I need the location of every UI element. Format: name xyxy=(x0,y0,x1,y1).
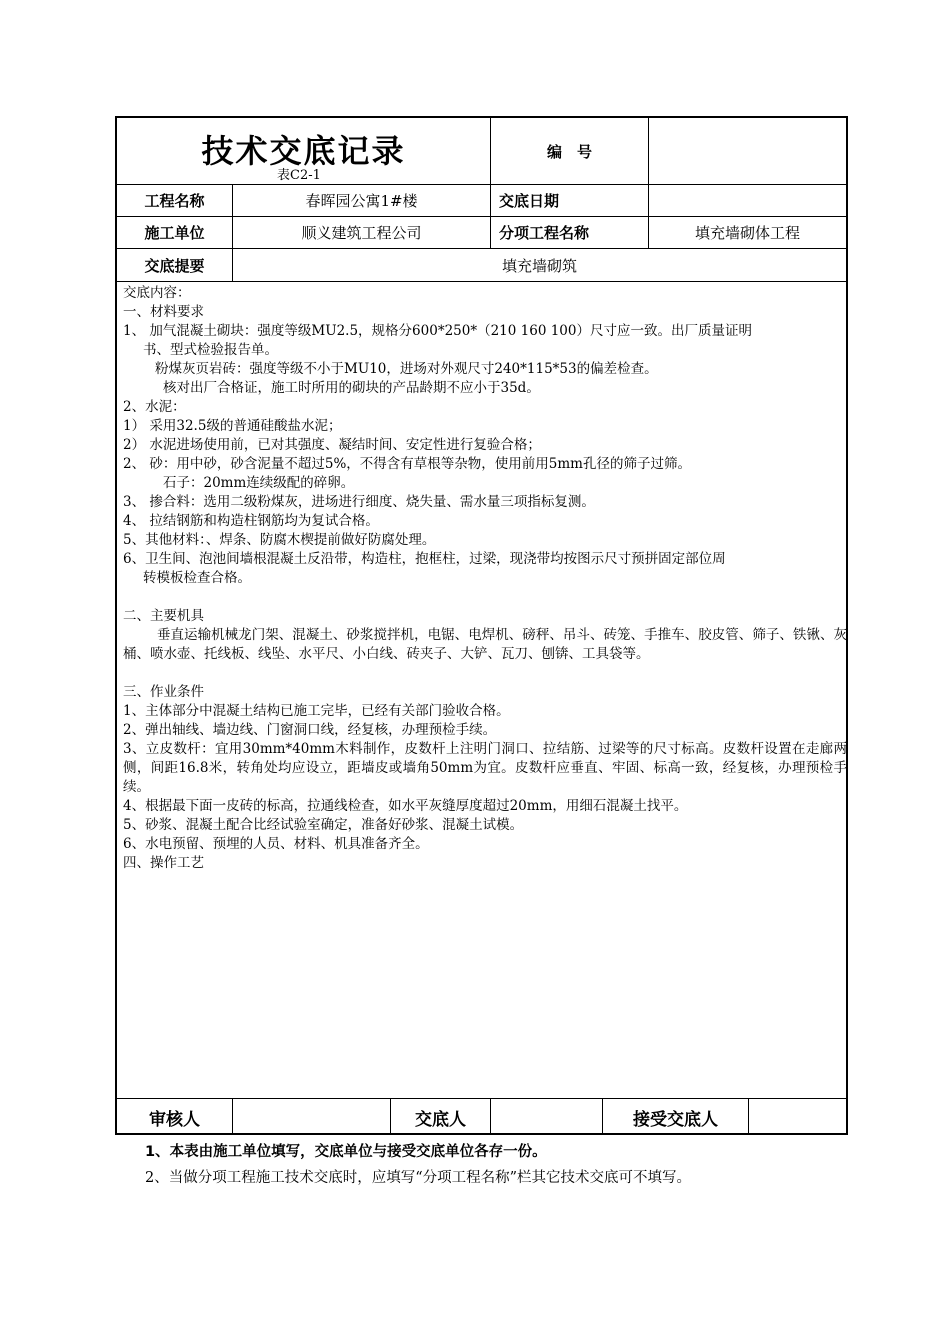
date-label: 交底日期 xyxy=(499,192,560,210)
number-label: 编 号 xyxy=(546,142,592,161)
content-line: 核对出厂合格证，施工时所用的砌块的产品龄期不应小于35d。 xyxy=(163,380,540,396)
content-line: 2、 砂：用中砂，砂含泥量不超过5%，不得含有草根等杂物，使用前用5mm孔径的筛子过筛。 xyxy=(123,456,691,472)
content-line: 粉煤灰页岩砖：强度等级不小于MU10，进场对外观尺寸240*115*53的偏差检查。 xyxy=(155,361,658,377)
content-line: 1、主体部分中混凝土结构已施工完毕，已经有关部门验收合格。 xyxy=(123,703,510,719)
section-title: 一、材料要求 xyxy=(123,304,204,320)
disclosure-content xyxy=(123,284,847,873)
note-2: 2、当做分项工程施工技术交底时，应填写“分项工程名称”栏其它技术交底可不填写。 xyxy=(145,1170,692,1186)
content-intro: 交底内容： xyxy=(123,285,191,301)
discloser-label: 交底人 xyxy=(415,1109,466,1130)
discloser-value[interactable] xyxy=(491,1099,602,1135)
project-name-value[interactable]: 春晖园公寓1#楼 xyxy=(305,192,418,210)
content-line: 书、型式检验报告单。 xyxy=(143,342,278,358)
content-line: 2、水泥： xyxy=(123,399,186,415)
content-line: 石子：20mm连续级配的碎卵。 xyxy=(163,475,355,491)
content-line: 3、 掺合料：选用二级粉煤灰，进场进行细度、烧失量、需水量三项指标复测。 xyxy=(123,494,595,510)
row-divider xyxy=(117,281,846,282)
content-line: 6、水电预留、预埋的人员、材料、机具准备齐全。 xyxy=(123,836,429,852)
section-title: 三、作业条件 xyxy=(123,684,204,700)
project-name-label: 工程名称 xyxy=(144,192,205,210)
content-line: 1） 采用32.5级的普通硅酸盐水泥； xyxy=(123,418,342,434)
content-line: 2） 水泥进场使用前，已对其强度、凝结时间、安定性进行复验合格； xyxy=(123,437,541,453)
content-line: 转模板检查合格。 xyxy=(143,570,251,586)
receiver-label: 接受交底人 xyxy=(633,1109,718,1130)
spacer xyxy=(123,588,847,607)
date-value[interactable] xyxy=(649,185,846,216)
spacer xyxy=(123,664,847,683)
form-title: 技术交底记录 xyxy=(201,132,406,170)
constructor-value[interactable]: 顺义建筑工程公司 xyxy=(301,224,422,242)
content-paragraph: 垂直运输机械龙门架、混凝土、砂浆搅拌机，电锯、电焊机、磅秤、吊斗、砖笼、手推车、胶皮管、筛子、铁锹、灰桶、喷水壶、托线板、线坠、水平尺、小白线、砖夹子、大铲、瓦刀、刨锛、工具袋等。 xyxy=(123,627,847,662)
number-value[interactable] xyxy=(649,118,846,184)
form-number: 表C2-1 xyxy=(277,168,321,183)
subproject-label: 分项工程名称 xyxy=(499,224,590,242)
section-title: 二、主要机具 xyxy=(123,608,204,624)
content-line: 4、根据最下面一皮砖的标高，拉通线检查，如水平灰缝厚度超过20mm，用细石混凝土找平。 xyxy=(123,798,688,814)
content-line: 2、弹出轴线、墙边线、门窗洞口线，经复核，办理预检手续。 xyxy=(123,722,497,738)
note-1: 1、本表由施工单位填写，交底单位与接受交底单位各存一份。 xyxy=(145,1144,547,1160)
reviewer-label: 审核人 xyxy=(149,1109,200,1130)
content-line: 4、 拉结钢筋和构造柱钢筋均为复试合格。 xyxy=(123,513,379,529)
receiver-value[interactable] xyxy=(749,1099,846,1135)
reviewer-value[interactable] xyxy=(233,1099,390,1135)
content-line: 6、卫生间、泡池间墙根混凝土反沿带，构造柱，抱框柱，过梁，现浇带均按图示尺寸预拼固定部位周 xyxy=(123,551,726,567)
summary-value[interactable]: 填充墙砌筑 xyxy=(501,256,577,275)
content-line: 5、砂浆、混凝土配合比经试验室确定，准备好砂浆、混凝土试模。 xyxy=(123,817,524,833)
constructor-label: 施工单位 xyxy=(144,224,205,242)
technical-disclosure-form xyxy=(115,116,848,1135)
content-line: 1、 加气混凝土砌块：强度等级MU2.5，规格分600*250*（210 160 100）尺寸应一致。出厂质量证明 xyxy=(123,323,752,339)
summary-label: 交底提要 xyxy=(144,256,205,275)
content-line: 5、其他材料：、焊条、防腐木楔提前做好防腐处理。 xyxy=(123,532,436,548)
section-title: 四、操作工艺 xyxy=(123,855,204,871)
content-paragraph: 3、立皮数杆：宜用30mm*40mm木料制作，皮数杆上注明门洞口、拉结筋、过梁等的尺寸标高。皮数杆设置在走廊两侧，间距16.8米，转角处均应设立，距墙皮或墙角50mm为宜。皮数杆应垂直、牢固、标高一致，经复核，办理预检手续。 xyxy=(123,741,847,795)
subproject-value[interactable]: 填充墙砌体工程 xyxy=(694,224,800,242)
